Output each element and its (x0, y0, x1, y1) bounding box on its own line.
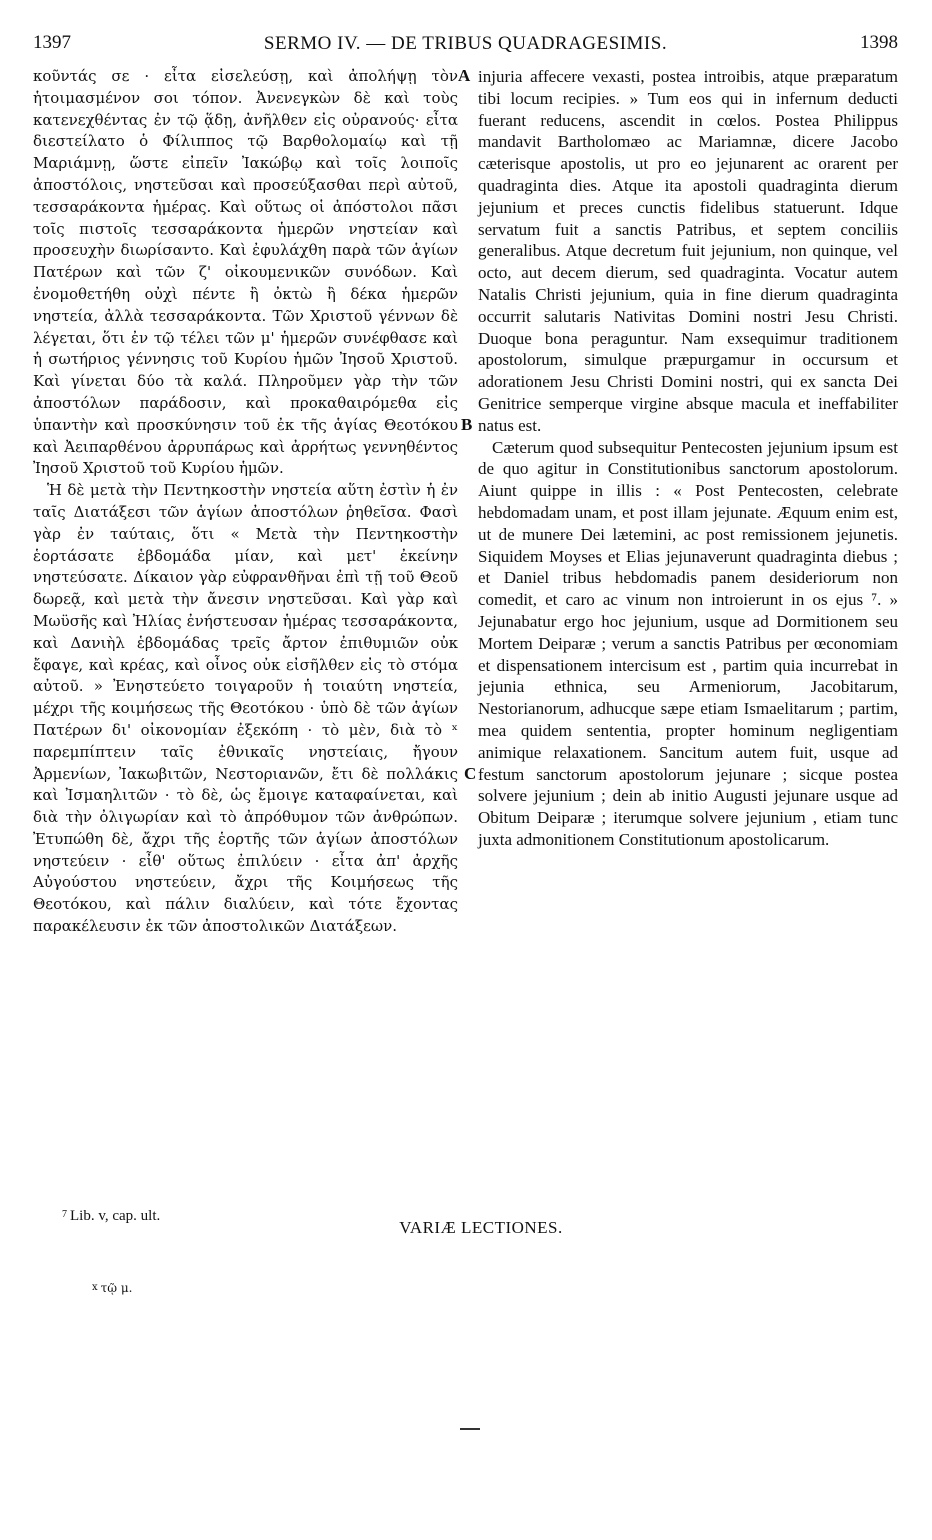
latin-paragraph-2: Cæterum quod subsequitur Pentecosten jejunium ipsum est de quo agitur in Constitutionibus sanctorum apostolorum. Aiunt quippe in illis : « Post Pentecosten, celebrate hebdomadam unam, et post illam jejunate. Æquum enim est, ut de munere Dei lætemini, ac post remissionem jejunetis. Siquidem Moyses et Elias jejunaverunt quadraginta diebus ; et Daniel tribus hebdomadis panem desideriorum non comedit, et caro ac vinum non introierunt in os ejus ⁷. » Jejunabatur ergo hoc jejunium, usque ad Dormitionem seu Mortem Deiparæ ; verum a sanctis Patribus per œconomiam et dispensationem intercisum est , partim quia incurrebat in jejunia ethnica, seu Armeniorum, Jacobitarum, Nestorianorum, adhucque sæpe etiam Ismaelitarum ; partim, mea quidem sententia, propter hominum negligentiam animique relaxationem. Sancitum autem fuit, usque ad festum sanctorum apostolorum jejunare ; sicque postea solvere jejunium ; dein ab initio Augusti jejunare usque ad Obitum Deiparæ ; iterumque solvere jejunium , etiam tunc juxta admonitionem Constitutionum apostolicarum. (478, 437, 898, 849)
variae-text: τῷ μ. (100, 1281, 133, 1295)
running-title: SERMO IV. — DE TRIBUS QUADRAGESIMIS. (263, 33, 668, 54)
end-rule (460, 1428, 480, 1430)
variae-lectiones-note (92, 1281, 133, 1295)
footnote-text: Lib. v, cap. ult. (70, 1208, 161, 1224)
greek-paragraph-1: κοῦντάς σε · εἶτα εἰσελεύσῃ, καὶ ἀπολήψῃ τὸν ἡτοιμασμένον σοι τόπον. Ἀνενεγκὼν δὲ καὶ τοὺς κατενεχθέντας ἐν τῷ ᾅδῃ, ἀνῆλθεν εἰς οὐρανούς· εἶτα διεστείλατο ὁ Φίλιππος τῷ Βαρθολομαίῳ καὶ τῇ Μαριάμνῃ, ὥστε εἰπεῖν Ἰακώβῳ καὶ τοῖς λοιποῖς ἀποστόλοις, νηστεῦσαι καὶ προσεύξασθαι περὶ αὐτοῦ, τεσσαράκοντα ἡμέρας. Καὶ οὕτως οἱ ἀπόστολοι πᾶσι τοῖς πιστοῖς τεσσαράκοντα ἡμερῶν νηστείαν καὶ προσευχὴν διωρίσαντο. Καὶ ἐφυλάχθη παρὰ τῶν ἁγίων Πατέρων καὶ τῶν ζ' οἰκουμενικῶν συνόδων. Καὶ ἐνομοθετήθη οὐχὶ πέντε ἢ ὀκτὼ ἢ δέκα ἡμερῶν νηστεία, ἀλλὰ τεσσαράκοντα. Τῶν Χριστοῦ γέννων δὲ λέγεται, ὅτι ἐν τῷ τέλει τῶν μ' ἡμερῶν συνέφθασε καὶ ἡ σωτήριος γέννησις τοῦ Κυρίου ἡμῶν Ἰησοῦ Χριστοῦ. Καὶ γίνεται δύο τὰ καλά. Πληροῦμεν γὰρ τὴν τῶν ἀποστόλων παράδοσιν, καὶ προκαθαιρόμεθα εἰς ὑπαντὴν καὶ προσκύνησιν τοῦ ἐκ τῆς ἁγίας Θεοτόκου καὶ Ἀειπαρθένου ἀρρυπάρως καὶ ἀρρήτως γεννηθέντος Ἰησοῦ Χριστοῦ τοῦ Κυρίου ἡμῶν. (33, 67, 458, 478)
margin-marker-b: B (461, 415, 473, 434)
running-header (33, 32, 898, 58)
margin-marker-c: C (464, 764, 477, 783)
variae-mark: x (92, 1282, 98, 1293)
greek-column (33, 66, 458, 938)
margin-marker-a: A (458, 66, 471, 85)
page-number-left: 1397 (33, 32, 71, 53)
page-number-right: 1398 (860, 32, 898, 53)
latin-paragraph-1: injuria affecere vexasti, postea introibis, atque præparatum tibi locum recipies. » Tum eos qui in infernum deducti fuerant reducens, ascendit in cœlos. Postea Philippus mandavit Bartholomæo ac Mariamnæ, dicere Jacobo cæterisque apostolis, ut pro eo jejunarent ac orarent per quadraginta dies. Atque ita apostoli quadraginta dierum jejunium et preces cunctis fidelibus statuerunt. Idque servatum fuit a sanctis Patribus, et septem conciliis generalibus. Atque decretum fuit jejunium, non quinque, vel octo, aut decem dierum, sed quadraginta. Vocatur autem Natalis Christi jejunium, quia in fine dierum quadraginta occurrit salutaris Nativitas Domini nostri Jesu Christi. Duoque bona peraguntur. Nam exsequimur traditionem apostolorum, simulque præpurgamur in occursum et adorationem Jesu Christi Domini nostri, qui ex sancta Dei Genitrice semperque virgine absque macula et ineffabiliter natus est. (478, 67, 898, 435)
latin-column (478, 66, 898, 851)
footnote-mark: 7 (62, 1209, 67, 1220)
variae-lectiones-heading: VARIÆ LECTIONES. (399, 1218, 563, 1237)
greek-paragraph-2: Ἡ δὲ μετὰ τὴν Πεντηκοστὴν νηστεία αὕτη ἐστὶν ἡ ἐν ταῖς Διατάξεσι τῶν ἁγίων ἀποστόλων ῥηθεῖσα. Φασὶ γὰρ ἐν ταύταις, ὅτι « Μετὰ τὴν Πεντηκοστὴν ἑορτάσατε ἑβδομάδα μίαν, καὶ μετ' ἐκείνην νηστεύσατε. Δίκαιον γὰρ εὐφρανθῆναι ἐπὶ τῇ τοῦ Θεοῦ δωρεᾷ, καὶ μετὰ τὴν ἄνεσιν νηστεῦσαι. Καὶ γὰρ καὶ Μωϋσῆς καὶ Ἠλίας ἐνήστευσαν ἡμέρας τεσσαράκοντα, καὶ Δανιὴλ ἑβδομάδας τρεῖς ἄρτον ἐπιθυμιῶν οὐκ ἔφαγε, καὶ κρέας, καὶ οἶνος οὐκ εἰσῆλθεν εἰς τὸ στόμα αὐτοῦ. » Ἐνηστεύετο τοιγαροῦν ἡ τοιαύτη νηστεία, μέχρι τῆς κοιμήσεως τῆς Θεοτόκου · ὑπὸ δὲ τῶν ἁγίων Πατέρων δι' οἰκονομίαν ἐξεκόπη · τὸ μὲν, διὰ τὸ ˣ παρεμπίπτειν ταῖς ἐθνικαῖς νηστείαις, ἤγουν Ἀρμενίων, Ἰακωβιτῶν, Νεστοριανῶν, ἔτι δὲ πολλάκις καὶ Ἰσμαηλιτῶν · τὸ δὲ, ὡς ἔμοιγε καταφαίνεται, καὶ διὰ τὴν ὀλιγωρίαν καὶ τὸ ἀπρόθυμον τῶν ἀνθρώπων. Ἐτυπώθη δὲ, ἄχρι τῆς ἑορτῆς τῶν ἁγίων ἀποστόλων νηστεύειν · εἶθ' οὕτως ἐπιλύειν · εἶτα ἀπ' ἀρχῆς Αὐγούστου νηστεύειν, ἄχρι τῆς Κοιμήσεως τῆς Θεοτόκου, καὶ πάλιν διαλύειν, καὶ τότε ἔχοντας παρακέλευσιν ἐκ τῶν ἀποστολικῶν Διατάξεων. (33, 481, 458, 936)
